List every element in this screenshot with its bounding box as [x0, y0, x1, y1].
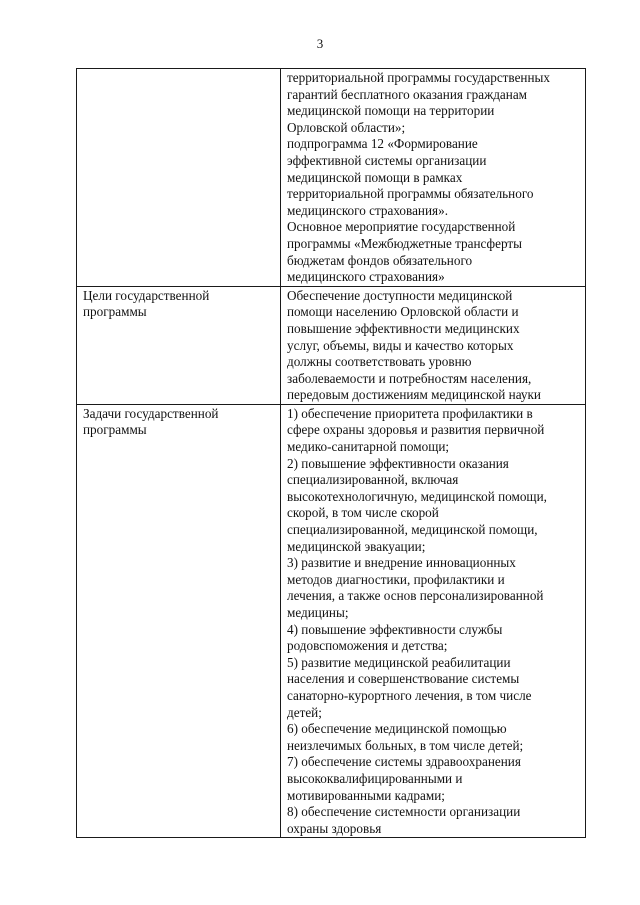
text-line: санаторно-курортного лечения, в том числе — [287, 687, 532, 703]
text-line: 6) обеспечение медицинской помощью — [287, 721, 507, 737]
row-content-cell — [281, 69, 586, 287]
text-line: Орловской области»; — [287, 119, 406, 135]
text-line: сфере охраны здоровья и развития первичной — [287, 422, 545, 438]
text-line: высококвалифицированными и — [287, 770, 463, 786]
text-line: должны соответствовать уровню — [287, 354, 472, 370]
table-row — [77, 404, 586, 837]
text-line: услуг, объемы, виды и качество которых — [287, 337, 514, 353]
text-line: населения и совершенствование системы — [287, 671, 520, 687]
page-number: 3 — [316, 36, 324, 51]
text-line: медицинской помощи на территории — [287, 103, 495, 119]
text-line: гарантий бесплатного оказания гражданам — [287, 86, 528, 102]
text-line: помощи населению Орловской области и — [287, 304, 519, 320]
text-line: медицинского страхования». — [287, 202, 449, 218]
text-line: 1) обеспечение приоритета профилактики в — [287, 405, 533, 421]
text-line: 8) обеспечение системности организации — [287, 804, 521, 820]
row-content-cell — [281, 286, 586, 404]
text-line: 4) повышение эффективности службы — [287, 621, 503, 637]
row-label-cell — [77, 69, 281, 287]
program-passport-table — [76, 68, 586, 838]
text-line: территориальной программы обязательного — [287, 186, 534, 202]
text-line: заболеваемости и потребностям населения, — [287, 370, 532, 386]
text-line: высокотехнологичную, медицинской помощи, — [287, 488, 547, 504]
text-line: специализированной, медицинской помощи, — [287, 522, 538, 538]
text-line: специализированной, включая — [287, 472, 459, 488]
text-line: Обеспечение доступности медицинской — [287, 287, 513, 303]
label-line: Цели государственной — [83, 287, 210, 303]
label-line: Задачи государственной — [83, 405, 219, 421]
text-line: неизлечимых больных, в том числе детей; — [287, 737, 524, 753]
text-line: детей; — [287, 704, 322, 720]
label-line: программы — [83, 422, 147, 438]
row-label-cell — [77, 286, 281, 404]
text-line: подпрограмма 12 «Формирование — [287, 136, 478, 152]
text-line: территориальной программы государственных — [287, 70, 551, 85]
label-line: программы — [83, 304, 147, 320]
text-line: медико-санитарной помощи; — [287, 439, 450, 455]
text-line: родовспоможения и детства; — [287, 638, 448, 654]
text-line: бюджетам фондов обязательного — [287, 252, 473, 268]
text-line: медицины; — [287, 605, 349, 620]
table-row — [77, 286, 586, 404]
text-line: методов диагностики, профилактики и — [287, 571, 505, 587]
text-line: медицинской помощи в рамках — [287, 169, 463, 185]
text-line: программы «Межбюджетные трансферты — [287, 235, 522, 251]
text-line: мотивированными кадрами; — [287, 787, 445, 803]
text-line: 5) развитие медицинской реабилитации — [287, 654, 511, 670]
row-label-cell — [77, 404, 281, 837]
text-line: охраны здоровья — [287, 820, 382, 836]
text-line: эффективной системы организации — [287, 152, 487, 168]
text-line: медицинской эвакуации; — [287, 538, 426, 554]
row-content-cell — [281, 404, 586, 837]
text-line: 7) обеспечение системы здравоохранения — [287, 754, 521, 770]
text-line: 3) развитие и внедрение инновационных — [287, 555, 516, 571]
text-line: повышение эффективности медицинских — [287, 320, 520, 336]
text-line: лечения, а также основ персонализированной — [287, 588, 544, 604]
text-line: передовым достижениям медицинской науки — [287, 387, 541, 403]
text-line: 2) повышение эффективности оказания — [287, 455, 509, 471]
table-row — [77, 69, 586, 287]
text-line: медицинского страхования» — [287, 269, 445, 285]
text-line: Основное мероприятие государственной — [287, 219, 516, 235]
text-line: скорой, в том числе скорой — [287, 505, 439, 521]
